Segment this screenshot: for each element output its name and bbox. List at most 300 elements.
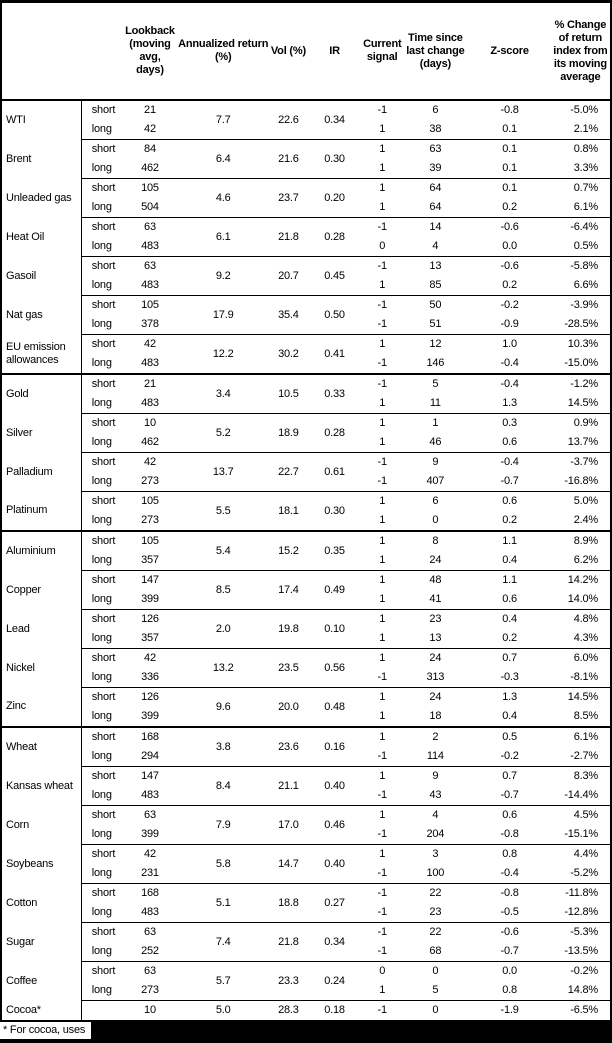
vol-cell: 28.3 (270, 1001, 307, 1022)
days-since-change-cell: 64 (402, 179, 468, 199)
zscore-cell: -0.7 (500, 945, 519, 957)
ir-cell: 0.48 (307, 688, 362, 728)
period-label: short (81, 845, 123, 865)
period-label: short (81, 767, 123, 787)
pct-change-cell: 5.0% (551, 492, 611, 512)
table-row (1, 257, 611, 277)
annualized-return-cell: 4.6 (177, 179, 270, 218)
commodity-block (1, 767, 611, 806)
vol-cell: 30.2 (270, 335, 307, 375)
signal-cell: 1 (362, 140, 402, 160)
period-label: long (91, 123, 112, 135)
days-since-change-cell: 23 (429, 906, 442, 918)
signal-cell: 1 (379, 162, 386, 174)
commodity-name: Nat gas (1, 296, 81, 335)
period-label: long (91, 867, 112, 879)
days-since-change-cell: 11 (429, 397, 441, 409)
signal-cell: -1 (377, 750, 387, 762)
zscore-cell: 0.2 (502, 514, 517, 526)
pct-change-cell: -11.8% (551, 884, 611, 904)
commodity-block (1, 531, 611, 571)
commodity-name: Lead (1, 610, 81, 649)
commodity-name: Copper (1, 571, 81, 610)
table-row (1, 218, 611, 238)
lookback-cell: 462 (141, 436, 159, 448)
zscore-cell: -0.4 (468, 453, 550, 473)
days-since-change-cell: 51 (429, 318, 442, 330)
period-label: short (81, 140, 123, 160)
annualized-return-cell: 12.2 (177, 335, 270, 375)
days-since-change-cell: 24 (402, 649, 468, 669)
lookback-cell: 147 (123, 571, 176, 591)
period-label: long (91, 906, 112, 918)
ir-cell: 0.49 (307, 571, 362, 610)
ir-cell: 0.33 (307, 374, 362, 414)
zscore-cell: 0.6 (502, 436, 517, 448)
zscore-cell: -0.7 (500, 789, 519, 801)
commodity-name: Wheat (1, 727, 81, 767)
annualized-return-cell: 3.4 (177, 374, 270, 414)
pct-change-cell: 0.5% (573, 240, 598, 252)
zscore-cell: -0.3 (500, 671, 519, 683)
commodity-block (1, 923, 611, 962)
signal-cell: 1 (379, 436, 386, 448)
ir-cell: 0.18 (307, 1001, 362, 1022)
lookback-cell: 483 (141, 906, 159, 918)
annualized-return-cell: 2.0 (177, 610, 270, 649)
pct-change-cell: -2.7% (570, 750, 598, 762)
pct-change-cell: -5.8% (551, 257, 611, 277)
lookback-cell: 42 (123, 453, 176, 473)
commodity-name: Sugar (1, 923, 81, 962)
zscore-cell: -0.8 (500, 828, 519, 840)
commodity-block (1, 649, 611, 688)
ir-cell: 0.61 (307, 453, 362, 492)
col-header-zscore: Z-score (468, 2, 550, 101)
zscore-cell: 0.0 (502, 240, 517, 252)
col-header-time-since-change: Time since last change (days) (402, 2, 468, 101)
vol-cell: 14.7 (270, 845, 307, 884)
pct-change-cell: 14.0% (567, 593, 598, 605)
signal-cell: 1 (362, 335, 402, 355)
commodity-name: Gold (1, 374, 81, 414)
pct-change-cell: -5.3% (551, 923, 611, 943)
pct-change-cell: 2.4% (573, 514, 598, 526)
period-label: long (91, 240, 112, 252)
period-label: long (91, 162, 112, 174)
lookback-cell: 21 (123, 374, 176, 394)
period-label: long (91, 828, 112, 840)
table-row (1, 806, 611, 826)
period-label: short (81, 218, 123, 238)
commodity-name: Brent (1, 140, 81, 179)
zscore-cell: 0.7 (468, 767, 550, 787)
pct-change-cell: -14.4% (564, 789, 598, 801)
days-since-change-cell: 24 (402, 688, 468, 708)
signal-cell: -1 (377, 906, 387, 918)
table-row (1, 571, 611, 591)
signal-cell: -1 (377, 104, 387, 116)
pct-change-cell: 4.3% (573, 632, 598, 644)
vol-cell: 15.2 (270, 531, 307, 571)
days-since-change-cell: 14 (402, 218, 468, 238)
annualized-return-cell: 5.0 (177, 1001, 270, 1022)
signal-cell: 1 (362, 179, 402, 199)
period-label: long (91, 710, 112, 722)
pct-change-cell: 14.5% (567, 397, 598, 409)
table-row (1, 845, 611, 865)
ir-cell: 0.56 (307, 649, 362, 688)
signal-cell: 1 (379, 984, 386, 996)
days-since-change-cell: 2 (402, 727, 468, 747)
pct-change-cell: 0.9% (551, 414, 611, 434)
ir-cell: 0.24 (307, 962, 362, 1001)
pct-change-cell: 6.1% (573, 201, 598, 213)
days-since-change-cell: 24 (429, 554, 442, 566)
zscore-cell: 0.8 (468, 845, 550, 865)
pct-change-cell: 4.4% (551, 845, 611, 865)
pct-change-cell: 14.5% (551, 688, 611, 708)
commodity-block (1, 1001, 611, 1022)
lookback-cell: 294 (141, 750, 159, 762)
zscore-cell: 0.6 (502, 593, 517, 605)
lookback-cell: 105 (123, 492, 176, 512)
vol-cell: 18.9 (270, 414, 307, 453)
days-since-change-cell: 39 (429, 162, 442, 174)
lookback-cell: 42 (123, 335, 176, 355)
period-label: short (81, 610, 123, 630)
ir-cell: 0.34 (307, 923, 362, 962)
redaction-bar (0, 1022, 612, 1043)
ir-cell: 0.16 (307, 727, 362, 767)
footnote-text: * For cocoa, uses (0, 1022, 91, 1039)
ir-cell: 0.28 (307, 218, 362, 257)
commodity-block (1, 492, 611, 532)
table-row (1, 610, 611, 630)
commodity-block (1, 100, 611, 140)
vol-cell: 21.1 (270, 767, 307, 806)
zscore-cell: 1.0 (468, 335, 550, 355)
table-row (1, 140, 611, 160)
period-label: short (81, 727, 123, 747)
table-row (1, 1001, 611, 1022)
period-label: short (81, 257, 123, 277)
lookback-cell: 399 (141, 593, 159, 605)
period-label: short (81, 453, 123, 473)
vol-cell: 23.6 (270, 727, 307, 767)
signal-cell: -1 (377, 318, 387, 330)
lookback-cell: 378 (141, 318, 159, 330)
period-label: long (91, 436, 112, 448)
lookback-cell: 483 (141, 357, 159, 369)
table-row (1, 100, 611, 120)
signal-cell: -1 (377, 867, 387, 879)
signal-cell: 1 (379, 593, 386, 605)
ir-cell: 0.34 (324, 113, 345, 126)
commodity-block (1, 179, 611, 218)
vol-cell: 20.0 (270, 688, 307, 728)
annualized-return-cell: 5.7 (177, 962, 270, 1001)
lookback-cell: 504 (141, 201, 159, 213)
ir-cell: 0.40 (307, 767, 362, 806)
lookback-cell: 168 (123, 884, 176, 904)
zscore-cell: 0.4 (502, 554, 517, 566)
zscore-cell: 0.4 (468, 610, 550, 630)
commodity-block (1, 296, 611, 335)
lookback-cell: 483 (141, 240, 159, 252)
signal-cell: -1 (377, 828, 387, 840)
days-since-change-cell: 50 (402, 296, 468, 316)
days-since-change-cell: 8 (402, 531, 468, 551)
vol-cell: 22.7 (270, 453, 307, 492)
lookback-cell: 42 (123, 845, 176, 865)
zscore-cell: 0.2 (502, 632, 517, 644)
pct-change-cell: -3.7% (551, 453, 611, 473)
vol-cell: 22.6 (278, 113, 299, 126)
col-header-pct-change: % Change of return index from its moving average (551, 2, 611, 101)
commodity-block (1, 610, 611, 649)
commodity-name: Palladium (1, 453, 81, 492)
days-since-change-cell: 22 (402, 884, 468, 904)
commodity-block (1, 884, 611, 923)
lookback-cell: 42 (144, 123, 156, 135)
zscore-cell: -0.7 (500, 475, 519, 487)
pct-change-cell: -28.5% (564, 318, 598, 330)
pct-change-cell: -12.8% (564, 906, 598, 918)
commodity-block (1, 140, 611, 179)
days-since-change-cell: 4 (402, 806, 468, 826)
signal-cell: 1 (362, 806, 402, 826)
pct-change-cell: 4.5% (551, 806, 611, 826)
lookback-cell: 10 (123, 414, 176, 434)
lookback-cell: 126 (123, 610, 176, 630)
vol-cell: 21.8 (270, 218, 307, 257)
period-label: long (91, 671, 112, 683)
zscore-cell: 0.1 (502, 123, 517, 135)
period-label: long (91, 789, 112, 801)
days-since-change-cell: 3 (402, 845, 468, 865)
signal-cell: 1 (379, 123, 386, 135)
zscore-cell: 0.1 (502, 162, 517, 174)
annualized-return-cell: 5.1 (177, 884, 270, 923)
lookback-cell: 273 (141, 984, 159, 996)
pct-change-cell: -15.0% (564, 357, 598, 369)
signal-cell: 1 (379, 554, 386, 566)
annualized-return-cell: 5.4 (177, 531, 270, 571)
lookback-cell: 42 (123, 649, 176, 669)
period-label: long (91, 632, 112, 644)
commodity-name: Soybeans (1, 845, 81, 884)
pct-change-cell: 8.9% (551, 531, 611, 551)
lookback-cell: 105 (123, 179, 176, 199)
table-row (1, 179, 611, 199)
col-header-lookback: Lookback (moving avg, days) (123, 2, 176, 101)
table-row (1, 688, 611, 708)
commodity-name: Aluminium (1, 531, 81, 571)
commodity-block (1, 727, 611, 767)
signal-cell: -1 (377, 671, 387, 683)
table-row (1, 492, 611, 512)
ir-cell: 0.41 (307, 335, 362, 375)
commodity-name: Coffee (1, 962, 81, 1001)
table-row (1, 296, 611, 316)
days-since-change-cell: 0 (402, 1001, 468, 1022)
lookback-cell: 483 (141, 397, 159, 409)
pct-change-cell: 6.6% (573, 279, 598, 291)
commodity-block (1, 806, 611, 845)
pct-change-cell: 14.8% (567, 984, 598, 996)
table-row (1, 649, 611, 669)
commodity-block (1, 335, 611, 375)
commodity-block (1, 414, 611, 453)
zscore-cell: -1.9 (468, 1001, 550, 1022)
zscore-cell: -0.6 (468, 257, 550, 277)
table-row (1, 335, 611, 355)
lookback-cell: 273 (141, 514, 159, 526)
lookback-cell: 63 (123, 218, 176, 238)
annualized-return-cell: 6.4 (177, 140, 270, 179)
commodity-name: Heat Oil (1, 218, 81, 257)
days-since-change-cell: 41 (429, 593, 442, 605)
vol-cell: 19.8 (270, 610, 307, 649)
pct-change-cell: -13.5% (564, 945, 598, 957)
zscore-cell: 1.3 (468, 688, 550, 708)
annualized-return-cell: 13.7 (177, 453, 270, 492)
period-label: short (81, 923, 123, 943)
ir-cell: 0.20 (307, 179, 362, 218)
period-label: long (91, 945, 112, 957)
annualized-return-cell: 13.2 (177, 649, 270, 688)
lookback-cell: 63 (123, 257, 176, 277)
period-label: short (81, 571, 123, 591)
signal-cell: 0 (379, 240, 386, 252)
lookback-cell: 357 (141, 632, 159, 644)
zscore-cell: 1.1 (468, 571, 550, 591)
table-row (1, 414, 611, 434)
days-since-change-cell: 0 (402, 962, 468, 982)
days-since-change-cell: 9 (402, 453, 468, 473)
zscore-cell: -0.5 (500, 906, 519, 918)
pct-change-cell: 0.8% (551, 140, 611, 160)
signal-cell: -1 (377, 945, 387, 957)
days-since-change-cell: 4 (432, 240, 439, 252)
signal-cell: 1 (362, 531, 402, 551)
lookback-cell: 63 (123, 806, 176, 826)
signal-cell: -1 (362, 218, 402, 238)
signal-cell: 1 (379, 710, 386, 722)
days-since-change-cell: 18 (429, 710, 442, 722)
pct-change-cell: 6.2% (573, 554, 598, 566)
pct-change-cell: -16.8% (564, 475, 598, 487)
period-label: long (91, 397, 112, 409)
signal-cell: -1 (362, 257, 402, 277)
annualized-return-cell: 9.2 (177, 257, 270, 296)
pct-change-cell: -5.2% (570, 867, 598, 879)
days-since-change-cell: 64 (429, 201, 442, 213)
days-since-change-cell: 48 (402, 571, 468, 591)
annualized-return-cell: 8.4 (177, 767, 270, 806)
signal-cell: 1 (362, 571, 402, 591)
annualized-return-cell: 7.7 (215, 113, 231, 126)
lookback-cell: 336 (141, 671, 159, 683)
table-row (1, 767, 611, 787)
pct-change-cell: 2.1% (573, 123, 598, 135)
days-since-change-cell: 46 (429, 436, 442, 448)
table-row (1, 531, 611, 551)
period-label: long (91, 984, 112, 996)
commodity-name: EU emission allowances (1, 335, 81, 375)
days-since-change-cell: 6 (432, 104, 439, 116)
period-label: short (81, 374, 123, 394)
table-row (1, 923, 611, 943)
annualized-return-cell: 5.8 (177, 845, 270, 884)
commodity-block (1, 257, 611, 296)
period-label: short (81, 806, 123, 826)
zscore-cell: -0.6 (468, 923, 550, 943)
commodity-block (1, 845, 611, 884)
pct-change-cell: -0.2% (551, 962, 611, 982)
signal-cell: -1 (377, 357, 387, 369)
pct-change-cell: -6.4% (551, 218, 611, 238)
days-since-change-cell: 22 (402, 923, 468, 943)
commodity-name: Zinc (1, 688, 81, 728)
days-since-change-cell: 6 (402, 492, 468, 512)
pct-change-cell: 3.3% (573, 162, 598, 174)
pct-change-cell: 8.5% (573, 710, 598, 722)
pct-change-cell: 10.3% (551, 335, 611, 355)
lookback-cell: 399 (141, 710, 159, 722)
period-label (81, 1001, 123, 1022)
lookback-cell: 21 (144, 104, 156, 116)
commodity-name: Gasoil (1, 257, 81, 296)
lookback-cell: 168 (123, 727, 176, 747)
period-label: long (91, 279, 112, 291)
ir-cell: 0.30 (307, 140, 362, 179)
lookback-cell: 63 (123, 962, 176, 982)
table-row (1, 962, 611, 982)
table-row (1, 884, 611, 904)
signal-cell: 1 (362, 610, 402, 630)
table-row (1, 374, 611, 394)
annualized-return-cell: 5.5 (177, 492, 270, 532)
zscore-cell: -0.4 (468, 374, 550, 394)
lookback-cell: 84 (123, 140, 176, 160)
vol-cell: 17.0 (270, 806, 307, 845)
pct-change-cell: 4.8% (551, 610, 611, 630)
commodity-block (1, 218, 611, 257)
zscore-cell: 0.5 (468, 727, 550, 747)
zscore-cell: 0.1 (468, 140, 550, 160)
days-since-change-cell: 5 (402, 374, 468, 394)
zscore-cell: 0.4 (502, 710, 517, 722)
annualized-return-cell: 17.9 (177, 296, 270, 335)
vol-cell: 23.7 (270, 179, 307, 218)
ir-cell: 0.28 (307, 414, 362, 453)
lookback-cell: 105 (123, 296, 176, 316)
days-since-change-cell: 63 (402, 140, 468, 160)
ir-cell: 0.27 (307, 884, 362, 923)
commodity-name: Unleaded gas (1, 179, 81, 218)
days-since-change-cell: 114 (426, 750, 444, 762)
vol-cell: 10.5 (270, 374, 307, 414)
signal-cell: 1 (379, 514, 386, 526)
zscore-cell: -0.8 (500, 104, 519, 116)
pct-change-cell: 14.2% (551, 571, 611, 591)
zscore-cell: 0.3 (468, 414, 550, 434)
signal-cell: 1 (379, 397, 386, 409)
lookback-cell: 63 (123, 923, 176, 943)
signal-cell: 1 (379, 201, 386, 213)
